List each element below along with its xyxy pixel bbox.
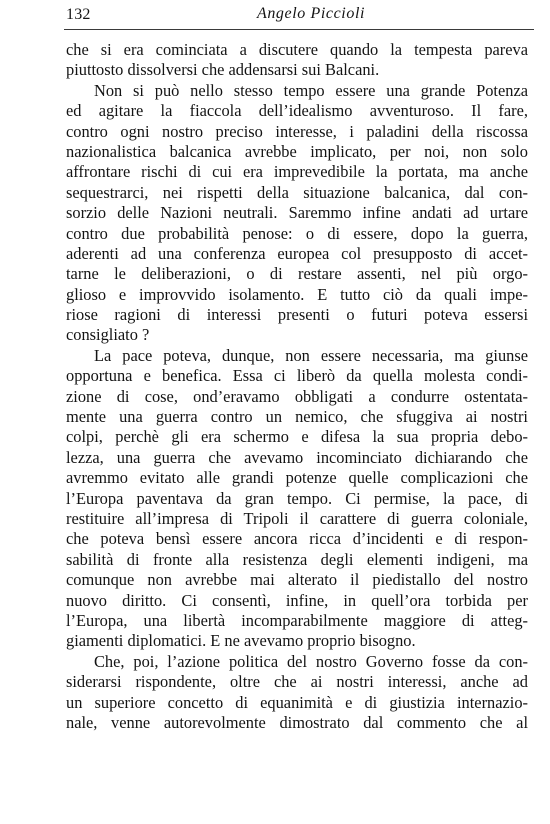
text-line: Non si può nello stesso tempo essere una grande Potenza (94, 80, 528, 100)
text-line: affrontare rischi di cui era imprevedibile la portata, ma anche (66, 162, 528, 182)
page-header (52, 4, 540, 28)
page-number: 132 (66, 6, 91, 23)
text-line: avremmo evitato alle grandi potenze quelle complicazioni che (66, 468, 528, 488)
text-line: consigliato ? (66, 325, 150, 345)
text-line: sabilità di fronte alla resistenza degli elementi indigeni, ma (66, 549, 528, 569)
text-line: giamenti diplomatici. E ne avevamo proprio bisogno. (66, 631, 416, 651)
text-line: che poteva bensì essere ancora ricca d’incidenti e di respon- (66, 529, 528, 549)
text-line: piuttosto dissolversi che addensarsi sui Balcani. (66, 60, 380, 80)
text-line: mente una guerra contro un nemico, che sfuggiva ai nostri (66, 407, 528, 427)
text-line: riose ragioni di interessi presenti o futuri poteva essersi (66, 305, 528, 325)
text-line: che si era cominciata a discutere quando la tempesta pareva (66, 40, 528, 59)
text-line: La pace poteva, dunque, non essere necessaria, ma giunse (94, 345, 528, 365)
text-line: restituire all’impresa di Tripoli il carattere di guerra coloniale, (66, 508, 528, 528)
text-line: contro ogni nostro preciso interesse, i paladini della riscossa (66, 121, 528, 141)
text-line: opportuna e benefica. Essa ci liberò da quella molesta condi- (66, 366, 528, 386)
text-line: l’Europa, una libertà incomparabilmente maggiore di atteg- (66, 610, 528, 630)
running-title: Angelo Piccioli (256, 5, 366, 22)
text-line: lezza, una guerra che avevamo incominciato dichiarando che (66, 447, 528, 467)
text-line: sorzio delle Nazioni neutrali. Saremmo infine andati ad urtare (66, 203, 528, 223)
text-line: l’Europa paventava da gran tempo. Ci permise, la pace, di (66, 488, 528, 508)
text-line: ed agitare la fiaccola dell’idealismo avventuroso. Il fare, (66, 101, 528, 121)
text-line: nuovo diritto. Ci consentì, infine, in quell’ora torbida per (66, 590, 528, 610)
text-line: comunque non avrebbe mai alterato il piedistallo del nostro (66, 570, 528, 590)
text-line: contro due probabilità penose: o di essere, dopo la guerra, (66, 223, 528, 243)
text-line: colpi, perchè gli era schermo e difesa la sua propria debo- (66, 427, 528, 447)
header-rule (64, 29, 534, 30)
text-line: nazionalistica balcanica avrebbe implicato, per noi, non solo (66, 141, 528, 161)
text-line: un superiore concetto di equanimità e di giustizia internazio- (66, 692, 528, 712)
text-line: nale, venne autorevolmente dimostrato dal commento che al (66, 712, 528, 732)
text-line: sequestrarci, nei rispetti della situazione balcanica, dal con- (66, 182, 528, 202)
text-line: Che, poi, l’azione politica del nostro Governo fosse da con- (94, 651, 528, 671)
text-line: aderenti ad una conferenza europea col presupposto di accet- (66, 243, 528, 263)
text-line: tarne le deliberazioni, o di restare assenti, nel più orgo- (66, 264, 528, 284)
text-line: glioso e improvvido isolamento. E tutto ciò da quali impe- (66, 284, 528, 304)
text-line: siderarsi rispondente, oltre che ai nostri interessi, anche ad (66, 672, 528, 692)
page-body (66, 40, 528, 733)
text-line: zione di cose, ond’eravamo obbligati a condurre ostentata- (66, 386, 528, 406)
